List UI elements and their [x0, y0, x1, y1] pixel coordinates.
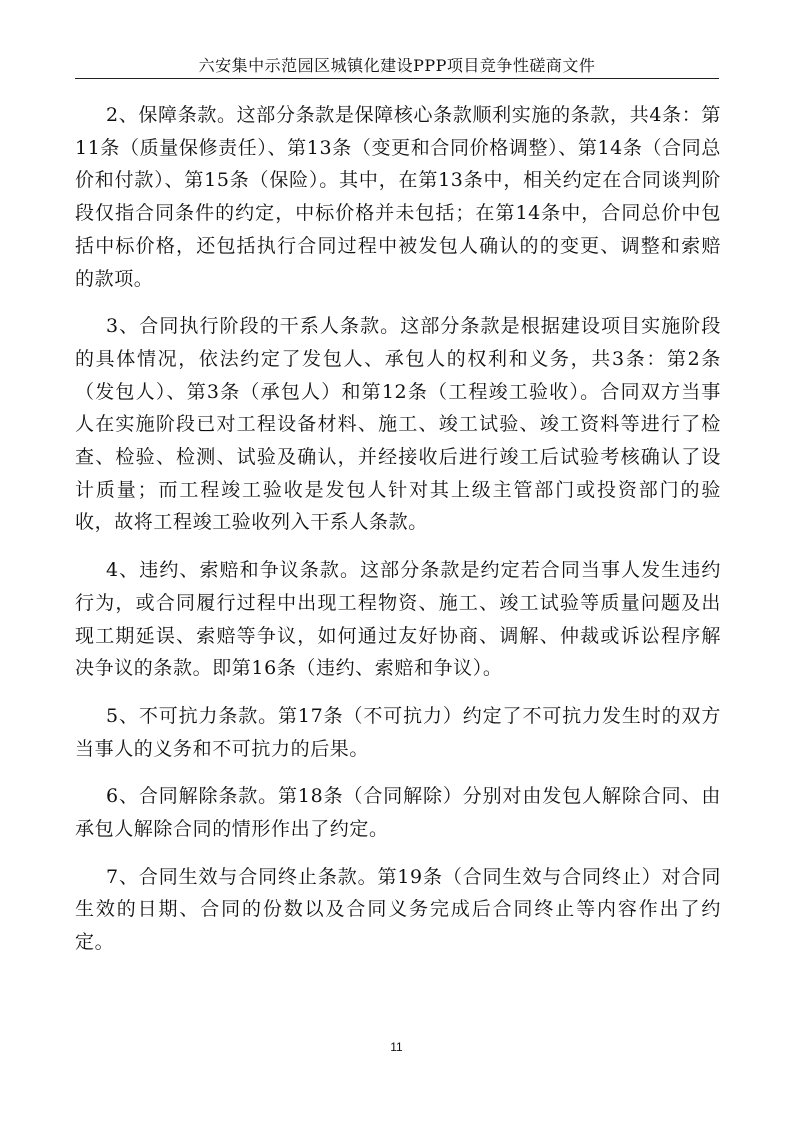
- paragraph-breach-claims-disputes: 4、违约、索赔和争议条款。这部分条款是约定若合同当事人发生违约行为，或合同履行过程中出现工程物资、施工、竣工试验等质量问题及出现工期延误、索赔等争议，如何通过友好协商、调解、仲裁或诉讼程序解决争议的条款。即第16条（违约、索赔和争议）。: [75, 559, 721, 680]
- header-divider: [75, 78, 719, 79]
- paragraph-stakeholder-clauses: 3、合同执行阶段的干系人条款。这部分条款是根据建设项目实施阶段的具体情况，依法约定了发包人、承包人的权利和义务，共3条：第2条（发包人）、第3条（承包人）和第12条（工程竣工验收）。合同双方当事人在实施阶段已对工程设备材料、施工、竣工试验、竣工资料等进行了检查、检验、检测、试验及确认，并经接收后进行竣工后试验考核确认了设计质量；而工程竣工验收是发包人针对其上级主管部门或投资部门的验收，故将工程竣工验收列入干系人条款。: [75, 315, 721, 534]
- document-body: [75, 99, 721, 974]
- paragraph-effect-and-end: 7、合同生效与合同终止条款。第19条（合同生效与合同终止）对合同生效的日期、合同的份数以及合同义务完成后合同终止等内容作出了约定。: [75, 865, 721, 954]
- page-header-title: 六安集中示范园区城镇化建设PPP项目竞争性磋商文件: [198, 56, 596, 75]
- paragraph-guarantee-clauses: 2、保障条款。这部分条款是保障核心条款顺利实施的条款，共4条：第11条（质量保修责任）、第13条（变更和合同价格调整）、第14条（合同总价和付款）、第15条（保险）。其中，在第13条中，相关约定在合同谈判阶段仅指合同条件的约定，中标价格并未包括；在第14条中，合同总价中包括中标价格，还包括执行合同过程中被发包人确认的的变更、调整和索赔的款项。: [75, 104, 721, 290]
- page-number: 11: [390, 1040, 403, 1054]
- paragraph-force-majeure: 5、不可抗力条款。第17条（不可抗力）约定了不可抗力发生时的双方当事人的义务和不可抗力的后果。: [75, 704, 721, 760]
- paragraph-contract-termination: 6、合同解除条款。第18条（合同解除）分别对由发包人解除合同、由承包人解除合同的情形作出了约定。: [75, 785, 721, 841]
